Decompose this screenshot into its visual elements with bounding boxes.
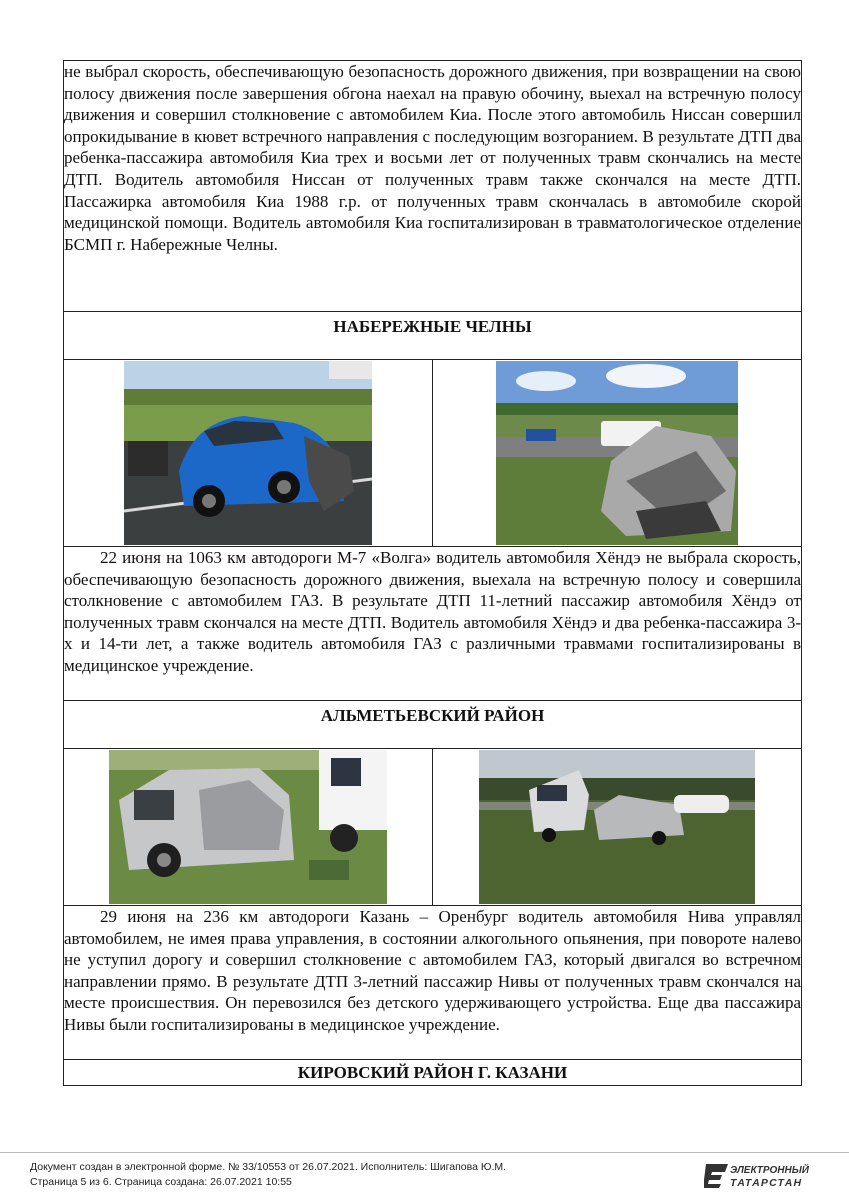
section2-text: 22 июня на 1063 км автодороги М-7 «Волга» водитель автомобиля Хёндэ не выбрала скорость, обеспечивающую безопасность дорожного движения, выехала на встречную полосу и совершила столкновение с автомобилем ГАЗ. В результате ДТП 11-летний пассажир автомобиля Хёндэ от полученных травм скончался на месте ДТП. Водитель автомобиля Хёндэ и два ребенка-пассажира 3-х и 14-ти лет, а также водитель автомобиля ГАЗ с различными травмами госпитализированы в медицинское учреждение. [64,548,801,675]
photo-cell [433,360,802,547]
photo-cell [64,749,433,906]
crash-photo-blue-car [124,361,372,545]
section2-heading-cell [64,312,802,360]
crash-photo-gaz-van [479,750,755,904]
footer-divider [0,1152,849,1153]
section3-text-cell [64,906,802,1060]
logo-top-text: ЭЛЕКТРОННЫЙ [730,1165,809,1176]
footer-line-1: Документ создан в электронной форме. № 33/10553 от 26.07.2021. Исполнитель: Шигапова Ю.М. [30,1161,507,1173]
photo-cell [433,749,802,906]
section4-heading: КИРОВСКИЙ РАЙОН Г. КАЗАНИ [297,1063,568,1082]
electronic-tatarstan-logo [704,1160,824,1190]
footer [30,1160,506,1190]
section3-text: 29 июня на 236 км автодороги Казань – Оренбург водитель автомобиля Нива управлял автомобилем, не имея права управления, в состоянии алкогольного опьянения, при повороте налево не уступил дорогу и совершил столкновение с автомобилем ГАЗ, который двигался во встречном направлении прямо. В результате ДТП 3-летний пассажир Нивы от полученных травм скончался на месте происшествия. Он перевозился без детского удерживающего устройства. Еще два пассажира Нивы были госпитализированы в медицинское учреждение. [64,907,801,1034]
section2-text-cell [64,547,802,701]
document-table [63,60,802,1086]
section1-text: не выбрал скорость, обеспечивающую безопасность дорожного движения, при возвращении на свою полосу движения после завершения обгона наехал на правую обочину, выехал на встречную полосу движения и совершил столкновение с автомобилем Киа. После этого автомобиль Ниссан совершил опрокидывание в кювет встречного направления с последующим возгоранием. В результате ДТП два ребенка-пассажира автомобиля Киа трех и восьми лет от полученных травм скончались на месте ДТП. Водитель автомобиля Ниссан от полученных травм также скончался на месте ДТП. Пассажирка автомобиля Киа 1988 г.р. от полученных травм скончалась в автомобиле скорой медицинской помощи. Водитель автомобиля Киа госпитализирован в травматологическое отделение БСМП г. Набережные Челны. [64,62,801,254]
section2-heading: НАБЕРЕЖНЫЕ ЧЕЛНЫ [333,317,532,336]
section3-heading: АЛЬМЕТЬЕВСКИЙ РАЙОН [320,706,545,725]
logo-bottom-text: ТАТАРСТАН [730,1177,803,1189]
crash-photo-niva [109,750,387,904]
footer-line-2: Страница 5 из 6. Страница создана: 26.07.2021 10:55 [30,1176,292,1188]
photo-cell [64,360,433,547]
crash-photo-wrecked-car [496,361,738,545]
section1-text-cell [64,61,802,312]
section3-heading-cell [64,701,802,749]
section4-heading-cell [64,1060,802,1086]
